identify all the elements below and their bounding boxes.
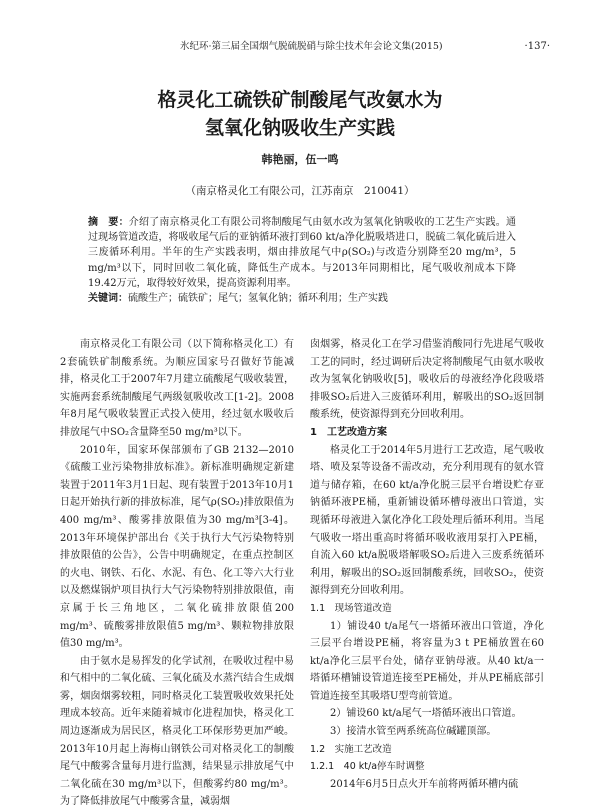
right-column [310, 336, 544, 793]
subsection-heading: 1.2 实施工艺改造 [310, 743, 392, 755]
body-paragraph: 2）铺设60 kt/a尾气一塔循环液出口管道。 [330, 708, 522, 720]
keywords-label: 关键词： [88, 293, 128, 305]
body-paragraph: 2014年6月5日点火开车前将两循环槽内硫 [330, 778, 519, 790]
body-paragraph: 囱烟雾，格灵化工在学习借鉴消酸同行先进尾气吸收工艺的同时，经过调研后决定将制酸尾气由氨水吸收改为氢氧化钠吸收[5]，吸收后的母液经净化段吸塔排吸SO₂后进入三废循环利用，解吸出的SO₂返回制酸系统，使资源得到充分回收利用。 [310, 339, 544, 421]
title-line-1: 格灵化工硫铁矿制酸尾气改氨水为 [157, 89, 443, 111]
body-paragraph: 由于氨水是易挥发的化学试剂，在吸收过程中易和气相中的二氧化硫、三氧化硫及水蒸汽结合生成烟雾，烟囱烟雾较粗，同时格灵化工装置吸收效果托处理成本较高。近年来随着城市化进程加快，格灵化工周边逐渐成为居民区，格灵化工环保形势更加严峻。2013年10月起上海梅山钢铁公司对格灵化工的制酸尾气中酸雾含量每月进行监测，结果显示排放尾气中二氧化硫在30 mg/m³以下，但酸雾约80 mg/m³。为了降低排放尾气中酸雾含量，减弱烟 [60, 655, 294, 808]
body-paragraph: 1）铺设40 t/a尾气一塔循环液出口管道，净化三层平台增设PE桶，将容量为3 t PE桶放置在60 kt/a净化三层平台处，储存亚钠母液。从40 kt/a一塔循环槽铺设管道连接至PE桶处，并从PE桶底部引管道连接至其吸塔U型弯前管道。 [310, 620, 544, 702]
abstract-label: 摘 要： [88, 217, 129, 228]
abstract-text: 介绍了南京格灵化工有限公司将制酸尾气由氨水改为氢氧化钠吸收的工艺生产实践。通过现场管道改造，将吸收尾气后的亚钠循环液打到60 kt/a净化脱吸塔进口，脱硫二氧化硫后进入三废循环利用。半年的生产实践表明，烟由排放尾气中ρ(SO₂)与改造分别降至20 mg/m³，5 mg/m³以下，同时回收二氧化硫，降低生产成本。与2013年同期相比，尾气吸收剂成本下降19.42万元，取得较好效果，提高资源利用率。 [88, 217, 517, 289]
body-paragraph: 2010年，国家环保部颁布了GB 2132—2010《硫酸工业污染物排放标准》。新标准明确规定新建装置于2011年3月1日起、现有装置于2013年10月1日起开始执行新的排放标准，尾气ρ(SO₂)排放限值为400 mg/m³、酸雾排放限值为30 mg/m³[3-4]。2013年环境保护部出台《关于执行大气污染物特别排放限值的公告》，公告中明确规定，在重点控制区的火电、钢铁、石化、水泥、有色、化工等六大行业以及燃煤锅炉项目执行大气污染物特别排放限值，南京属于长三角地区，二氧化硫排放限值200 mg/m³、硫酸雾排放限值5 mg/m³、颗粒物排放限值30 mg/m³。 [60, 444, 294, 650]
abstract [88, 215, 516, 306]
subsection-heading: 1.1 现场管道改造 [310, 602, 392, 614]
title-line-2: 氢氧化钠吸收生产实践 [204, 117, 395, 139]
body-paragraph: 格灵化工于2014年5月进行工艺改造，尾气吸收塔、喷及泵等设备不需改动，充分利用现有的氨水管道与储存箱，在60 kt/a净化脱三层平台增设贮存亚钠循环液PE桶，重新铺设循环槽母液出口管道，实现循环母液进入氯化净化工段处理后循环利用。当尾气吸收一塔出重高时将循环吸收液用泵打入PE桶，自流入60 kt/a脱吸塔解吸SO₂后进入三废系统循环利用，解吸出的SO₂返回制酸系统，回收SO₂，使资源得到充分回收利用。 [310, 444, 544, 597]
abstract-paragraph [88, 215, 516, 291]
keywords-paragraph [88, 291, 516, 306]
keywords-text: 硫酸生产；硫铁矿；尾气；氢氧化钠；循环利用；生产实践 [128, 293, 388, 305]
body-paragraph: 3）接清水管至两系统高位碱罐顶部。 [330, 726, 497, 738]
authors: 韩艳丽，伍一鸣 [261, 153, 339, 166]
body-paragraph: 南京格灵化工有限公司（以下简称格灵化工）有2套硫铁矿制酸系统。为顺应国家号召做好节能减排，格灵化工于2007年7月建立硫酸尾气吸收装置，实施两套系统制酸尾气两级氨吸收改工[1-2]。2008年8月尾气吸收装置正式投入使用，经过氨水吸收后排放尾气中SO₂含量降至50 mg/m³以下。 [60, 339, 294, 438]
running-head [180, 40, 550, 54]
section-heading: 1 工艺改造方案 [310, 426, 387, 438]
affiliation: （南京格灵化工有限公司，江苏南京 210041） [185, 185, 415, 197]
page-number: ·137· [524, 41, 550, 52]
subsubsection-heading: 1.2.1 40 kt/a停车时调整 [310, 761, 425, 773]
running-head-text: 氷纪环·第三届全国烟气脱硫脱硝与除尘技术年会论文集(2015) [180, 41, 443, 52]
left-column [60, 336, 294, 811]
